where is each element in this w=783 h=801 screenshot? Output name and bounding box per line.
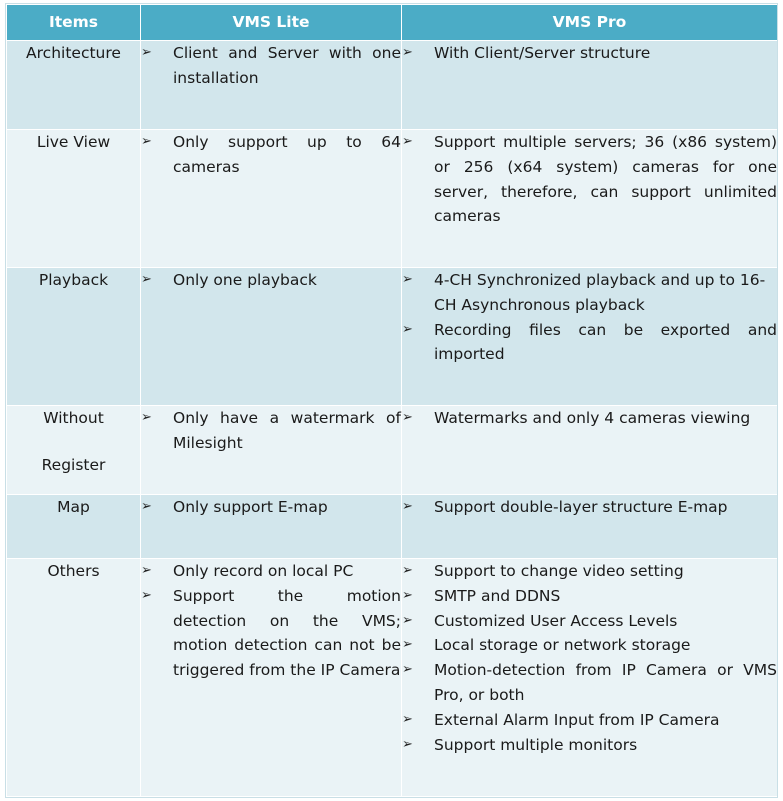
header-vms-lite: VMS Lite xyxy=(141,5,402,41)
header-items: Items xyxy=(7,5,141,41)
arrow-bullet-icon: ➢ xyxy=(141,45,152,60)
header-row xyxy=(7,5,778,41)
item-label: Live View xyxy=(36,133,111,151)
list-item: ➢ Only record on local PC xyxy=(141,559,401,584)
item-label: Architecture xyxy=(26,44,121,62)
arrow-bullet-icon: ➢ xyxy=(402,637,413,653)
row-without-register xyxy=(7,406,778,495)
list-item: ➢ Support double-layer structure E-map xyxy=(402,495,777,520)
header-vms-pro: VMS Pro xyxy=(402,5,778,41)
lite-cell xyxy=(141,268,402,406)
item-cell xyxy=(7,406,141,495)
item-cell xyxy=(7,559,141,797)
lite-cell xyxy=(141,559,402,797)
item-cell xyxy=(7,495,141,559)
item-label: Playback xyxy=(38,271,109,289)
row-map xyxy=(7,495,778,559)
list-item: ➢ Watermarks and only 4 cameras viewing xyxy=(402,406,777,431)
pro-cell xyxy=(402,41,778,130)
list-item: ➢ Only support up to 64 cameras xyxy=(141,130,401,180)
row-live-view xyxy=(7,130,778,268)
item-cell xyxy=(7,130,141,268)
arrow-bullet-icon: ➢ xyxy=(141,563,152,578)
row-architecture xyxy=(7,41,778,130)
item-cell xyxy=(7,268,141,406)
arrow-bullet-icon: ➢ xyxy=(402,612,413,628)
arrow-bullet-icon: ➢ xyxy=(141,587,152,603)
list-item: ➢ Support multiple servers; 36 (x86 system) or 256 (x64 system) cameras for one server, therefore, can support unlimited cameras xyxy=(402,130,777,229)
item-label: Map xyxy=(57,498,90,516)
arrow-bullet-icon: ➢ xyxy=(402,499,413,514)
list-item: ➢ Support to change video setting xyxy=(402,559,777,584)
list-item: ➢ Only support E-map xyxy=(141,495,401,520)
lite-cell xyxy=(141,130,402,268)
list-item: ➢ Local storage or network storage xyxy=(402,633,777,658)
list-item: ➢ Client and Server with one installation xyxy=(141,41,401,91)
list-item: ➢ With Client/Server structure xyxy=(402,41,777,66)
arrow-bullet-icon: ➢ xyxy=(402,711,413,727)
list-item: ➢ Only have a watermark of Milesight xyxy=(141,406,401,456)
arrow-bullet-icon: ➢ xyxy=(141,272,152,287)
arrow-bullet-icon: ➢ xyxy=(402,587,413,603)
list-item: ➢ Motion-detection from IP Camera or VMS Pro, or both xyxy=(402,658,777,708)
pro-cell xyxy=(402,559,778,797)
pro-cell xyxy=(402,495,778,559)
lite-cell xyxy=(141,495,402,559)
list-item: ➢ SMTP and DDNS xyxy=(402,584,777,609)
pro-cell xyxy=(402,130,778,268)
item-label: Without xyxy=(43,409,104,427)
row-others xyxy=(7,559,778,797)
list-item: ➢ Support the motion detection on the VMS; motion detection can not be triggered from the IP Camera xyxy=(141,584,401,683)
list-item: ➢ 4-CH Synchronized playback and up to 16-CH Asynchronous playback xyxy=(402,268,777,318)
list-item: ➢ Recording files can be exported and imported xyxy=(402,318,777,368)
item-label: Others xyxy=(47,562,100,580)
arrow-bullet-icon: ➢ xyxy=(402,662,413,678)
arrow-bullet-icon: ➢ xyxy=(402,134,413,149)
arrow-bullet-icon: ➢ xyxy=(402,410,413,425)
list-item: ➢ Support multiple monitors xyxy=(402,733,777,758)
list-item: ➢ Customized User Access Levels xyxy=(402,609,777,634)
arrow-bullet-icon: ➢ xyxy=(402,272,413,287)
pro-cell xyxy=(402,268,778,406)
pro-cell xyxy=(402,406,778,495)
comparison-table xyxy=(6,4,778,797)
lite-cell xyxy=(141,406,402,495)
arrow-bullet-icon: ➢ xyxy=(402,736,413,752)
row-playback xyxy=(7,268,778,406)
list-item: ➢ Only one playback xyxy=(141,268,401,293)
arrow-bullet-icon: ➢ xyxy=(141,410,152,425)
arrow-bullet-icon: ➢ xyxy=(141,499,152,514)
lite-cell xyxy=(141,41,402,130)
list-item: ➢ External Alarm Input from IP Camera xyxy=(402,708,777,733)
arrow-bullet-icon: ➢ xyxy=(402,45,413,60)
item-label: Register xyxy=(41,455,106,474)
arrow-bullet-icon: ➢ xyxy=(402,321,413,337)
arrow-bullet-icon: ➢ xyxy=(402,563,413,578)
item-cell xyxy=(7,41,141,130)
arrow-bullet-icon: ➢ xyxy=(141,134,152,149)
